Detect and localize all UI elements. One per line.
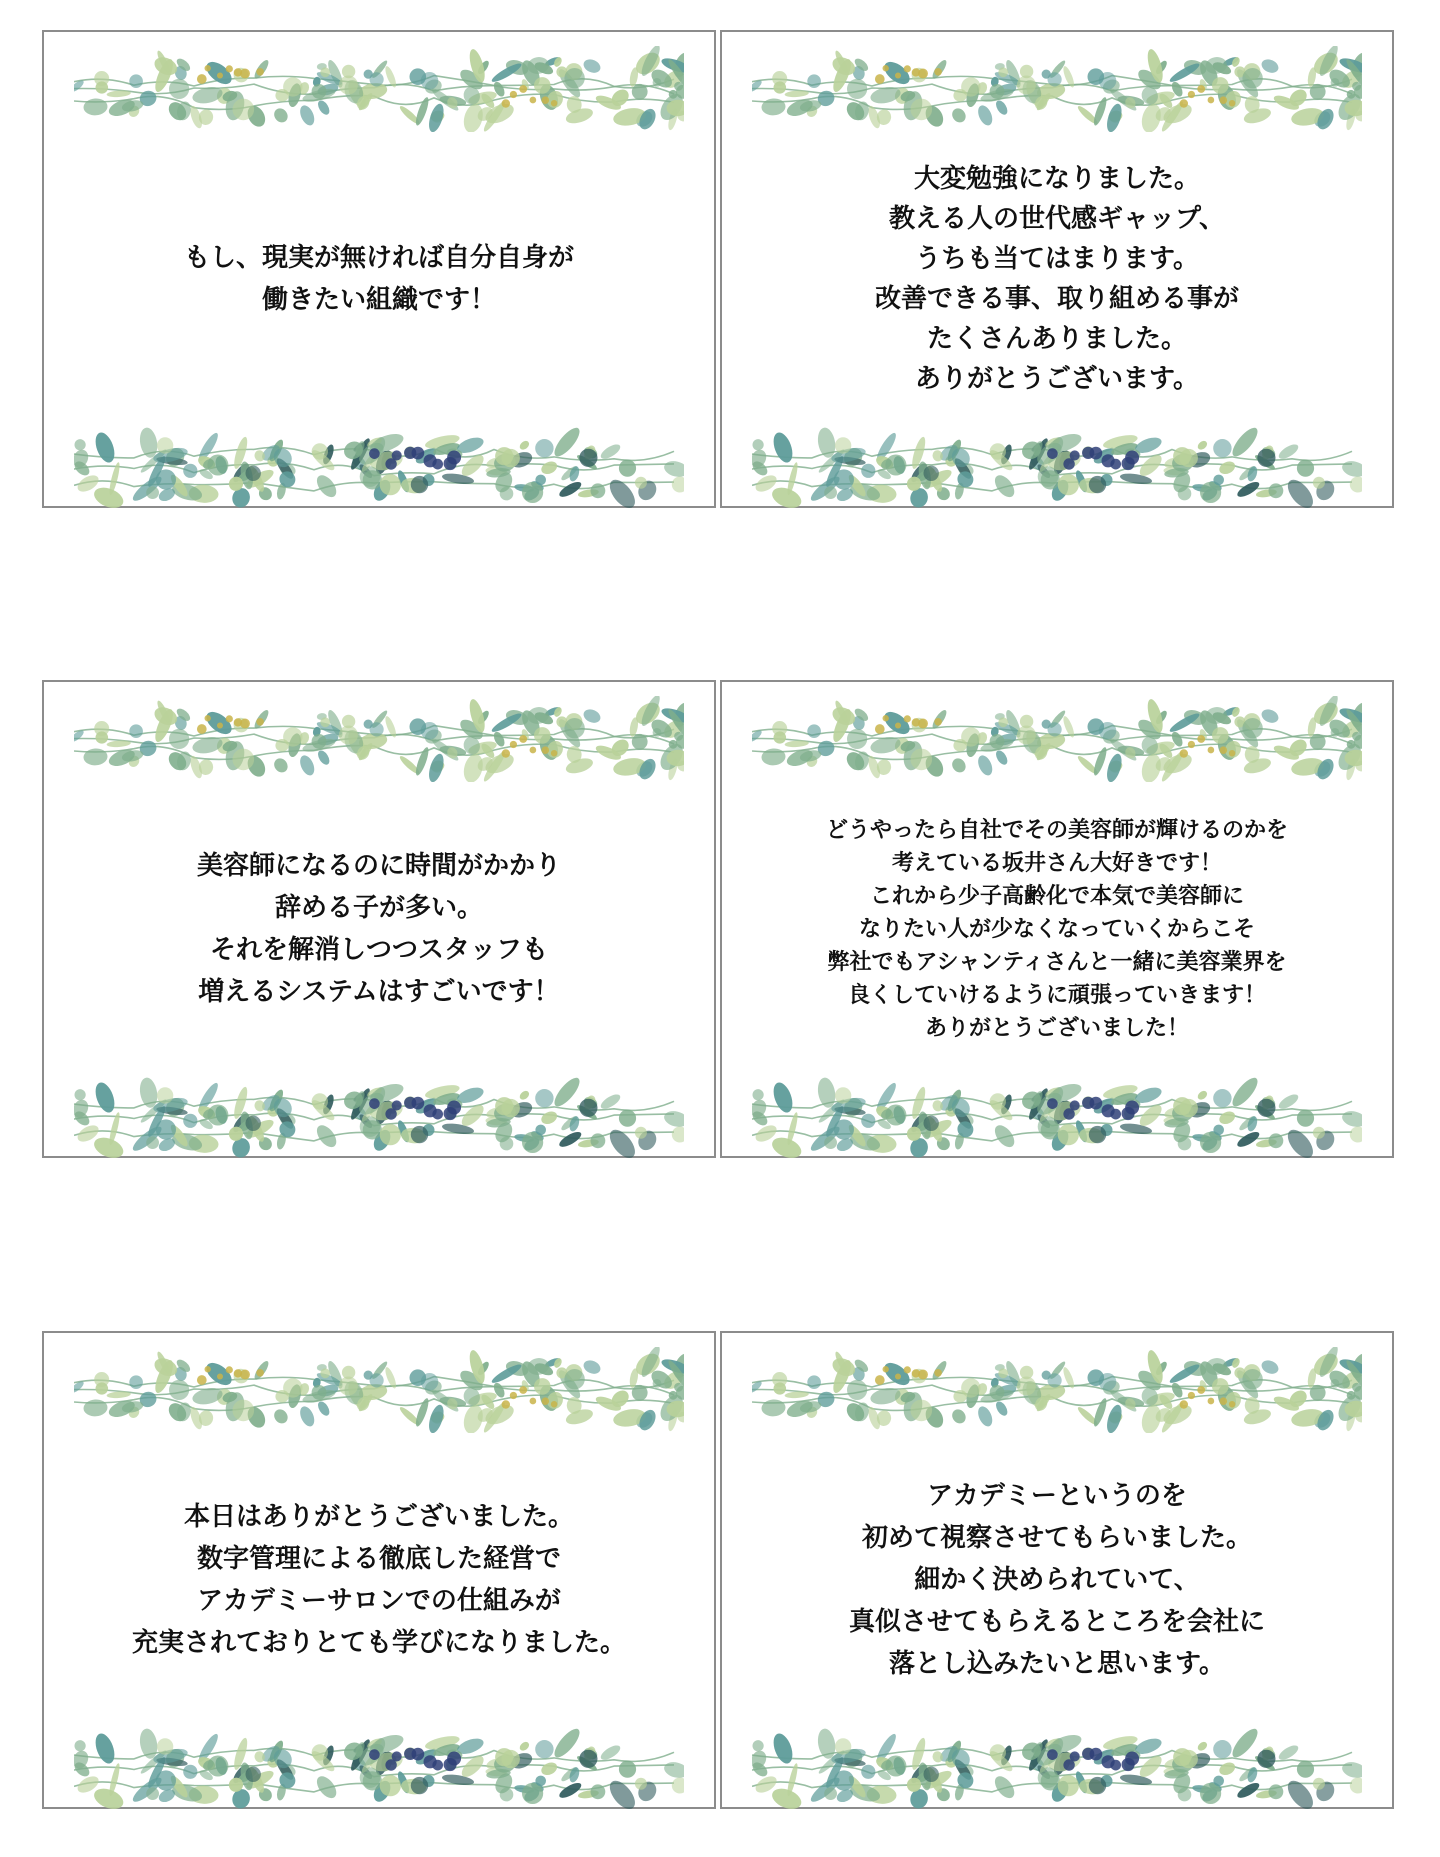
message-line: 本日はありがとうございました。 bbox=[183, 1502, 574, 1532]
message-line: これから少子高齢化で本気で美容師に bbox=[869, 883, 1244, 909]
message-line: 教える人の世代感ギャップ、 bbox=[889, 204, 1225, 234]
eucalyptus-garland-icon bbox=[752, 46, 1362, 132]
message-line: ありがとうございました！ bbox=[924, 1015, 1189, 1041]
message-line: 真似させてもらえるところを会社に bbox=[848, 1607, 1265, 1637]
eucalyptus-garland-icon bbox=[74, 696, 684, 782]
eucalyptus-garland-icon bbox=[752, 424, 1362, 510]
eucalyptus-garland-icon bbox=[74, 424, 684, 510]
message-line: もし、現実が無ければ自分自身が bbox=[183, 243, 574, 273]
message-card bbox=[42, 1331, 716, 1809]
message-text bbox=[826, 814, 1288, 1045]
message-line: それを解消しつつスタッフも bbox=[209, 935, 548, 965]
eucalyptus-garland-icon bbox=[74, 1725, 684, 1811]
message-line: たくさんありました。 bbox=[926, 324, 1187, 354]
message-body bbox=[84, 138, 674, 420]
message-line: 落とし込みたいと思います。 bbox=[889, 1649, 1225, 1679]
message-line: 細かく決められていて、 bbox=[914, 1565, 1200, 1595]
message-text bbox=[132, 1496, 626, 1664]
message-text bbox=[184, 237, 574, 321]
message-body bbox=[84, 1439, 674, 1721]
message-line: ありがとうございます。 bbox=[915, 364, 1199, 394]
message-line: 辞める子が多い。 bbox=[274, 893, 483, 923]
message-line: 改善できる事、取り組める事が bbox=[874, 284, 1239, 314]
message-line: 良くしていけるように頑張っていきます！ bbox=[847, 982, 1266, 1008]
message-line: 美容師になるのに時間がかかり bbox=[196, 851, 561, 881]
message-line: アカデミーサロンでの仕組みが bbox=[197, 1586, 561, 1616]
eucalyptus-garland-icon bbox=[74, 46, 684, 132]
eucalyptus-garland-icon bbox=[752, 1074, 1362, 1160]
message-body bbox=[762, 1439, 1352, 1721]
message-line: 充実されておりとても学びになりました。 bbox=[131, 1628, 626, 1658]
message-line: 働きたい組織です！ bbox=[261, 285, 496, 315]
message-line: 考えている坂井さん大好きです！ bbox=[891, 850, 1222, 876]
eucalyptus-garland-icon bbox=[752, 1725, 1362, 1811]
eucalyptus-garland-icon bbox=[74, 1347, 684, 1433]
message-line: なりたい人が少なくなっていくからこそ bbox=[858, 916, 1255, 942]
message-card bbox=[720, 30, 1394, 508]
message-text bbox=[875, 159, 1239, 399]
eucalyptus-garland-icon bbox=[74, 1074, 684, 1160]
eucalyptus-garland-icon bbox=[752, 696, 1362, 782]
message-line: 大変勉強になりました。 bbox=[913, 164, 1200, 194]
message-text bbox=[197, 845, 561, 1013]
message-line: 初めて視察させてもらいました。 bbox=[861, 1523, 1252, 1553]
message-card bbox=[720, 1331, 1394, 1809]
message-line: 増えるシステムはすごいです！ bbox=[198, 977, 560, 1007]
message-body bbox=[84, 788, 674, 1070]
message-text bbox=[849, 1475, 1265, 1685]
eucalyptus-garland-icon bbox=[752, 1347, 1362, 1433]
message-body bbox=[762, 138, 1352, 420]
message-card bbox=[42, 680, 716, 1158]
message-line: アカデミーというのを bbox=[927, 1481, 1187, 1511]
message-body bbox=[762, 788, 1352, 1070]
message-card bbox=[42, 30, 716, 508]
message-line: うちも当てはまります。 bbox=[915, 244, 1199, 274]
message-card bbox=[720, 680, 1394, 1158]
message-line: 弊社でもアシャンティさんと一緒に美容業界を bbox=[827, 949, 1287, 975]
message-line: 数字管理による徹底した経営で bbox=[196, 1544, 561, 1574]
message-line: どうやったら自社でその美容師が輝けるのかを bbox=[825, 817, 1288, 843]
